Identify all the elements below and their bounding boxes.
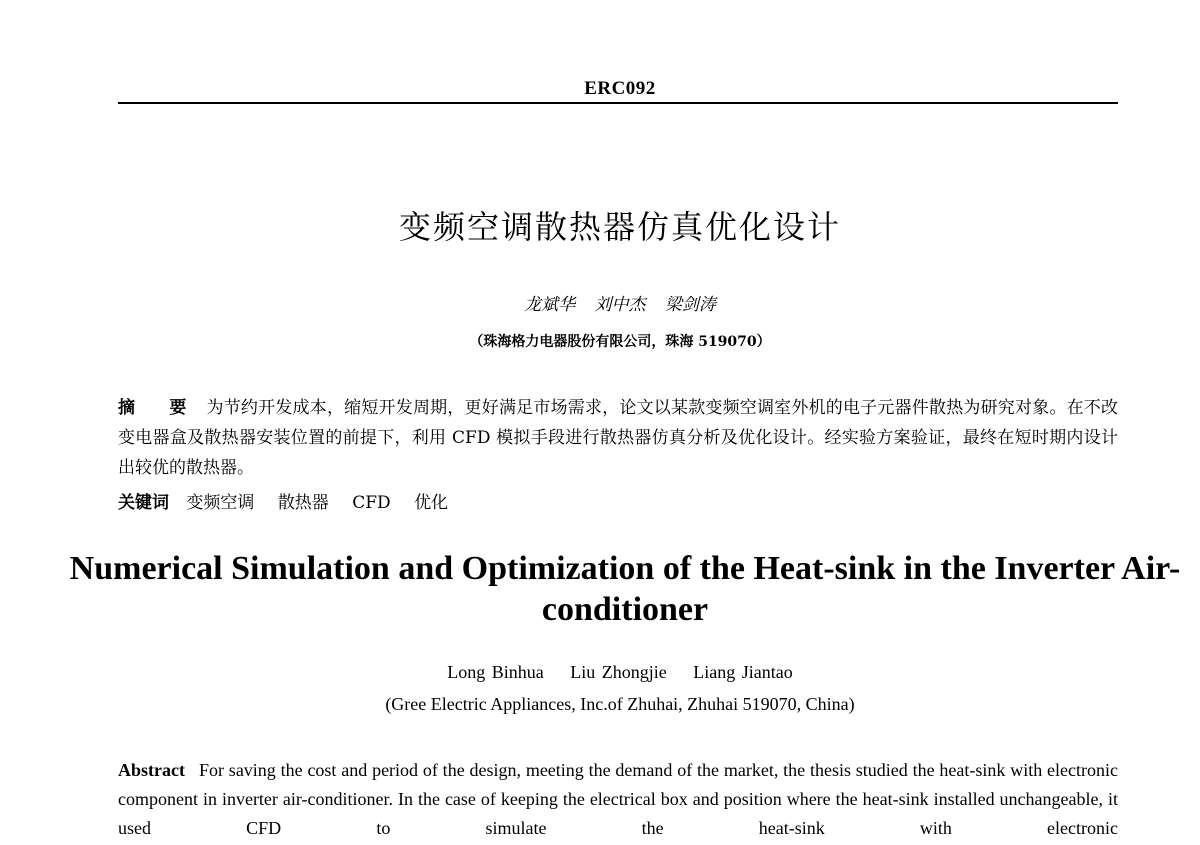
chinese-abstract bbox=[118, 393, 1118, 483]
keyword: 变频空调 bbox=[186, 493, 255, 513]
english-author: Long Binhua bbox=[447, 662, 544, 682]
english-authors bbox=[0, 662, 1200, 683]
chinese-title: 变频空调散热器仿真优化设计 bbox=[398, 208, 841, 246]
chinese-author: 刘中杰 bbox=[594, 295, 646, 315]
english-abstract-text: For saving the cost and period of the design, meeting the demand of the market, the thesis studied the heat-sink with electronic component in inverter air-conditioner. In the case of keeping the electrical box and position where the heat-sink installed unchangeable, it used CFD to simulate the heat-sink with electronic bbox=[118, 760, 1118, 838]
chinese-author: 龙斌华 bbox=[524, 295, 576, 315]
chinese-abstract-label: 摘 要 bbox=[118, 398, 201, 418]
keyword: CFD bbox=[352, 493, 391, 513]
english-abstract-label: Abstract bbox=[118, 760, 185, 780]
chinese-keywords bbox=[118, 488, 1118, 513]
english-title: Numerical Simulation and Optimization of the Heat-sink in the Inverter Air-conditioner bbox=[69, 550, 1181, 628]
chinese-author: 梁剑涛 bbox=[664, 295, 716, 315]
english-author: Liu Zhongjie bbox=[570, 662, 667, 682]
paper-id: ERC092 bbox=[584, 78, 656, 99]
chinese-abstract-text: 为节约开发成本，缩短开发周期，更好满足市场需求，论文以某款变频空调室外机的电子元器件散热为研究对象。在不改变电器盒及散热器安装位置的前提下，利用 CFD 模拟手段进行散热器仿真分析及优化设计。经实验方案验证，最终在短时期内设计出较优的散热器。 bbox=[118, 398, 1119, 478]
chinese-keywords-label: 关键词 bbox=[118, 493, 169, 513]
keyword: 散热器 bbox=[277, 493, 329, 513]
header-rule bbox=[118, 102, 1118, 104]
chinese-authors bbox=[0, 290, 1200, 315]
english-author: Liang Jiantao bbox=[693, 662, 793, 682]
english-abstract bbox=[118, 756, 1118, 843]
english-affiliation: (Gree Electric Appliances, Inc.of Zhuhai, Zhuhai 519070, China) bbox=[385, 694, 855, 714]
chinese-affiliation: （珠海格力电器股份有限公司，珠海 519070） bbox=[469, 334, 771, 350]
keyword: 优化 bbox=[414, 493, 449, 513]
